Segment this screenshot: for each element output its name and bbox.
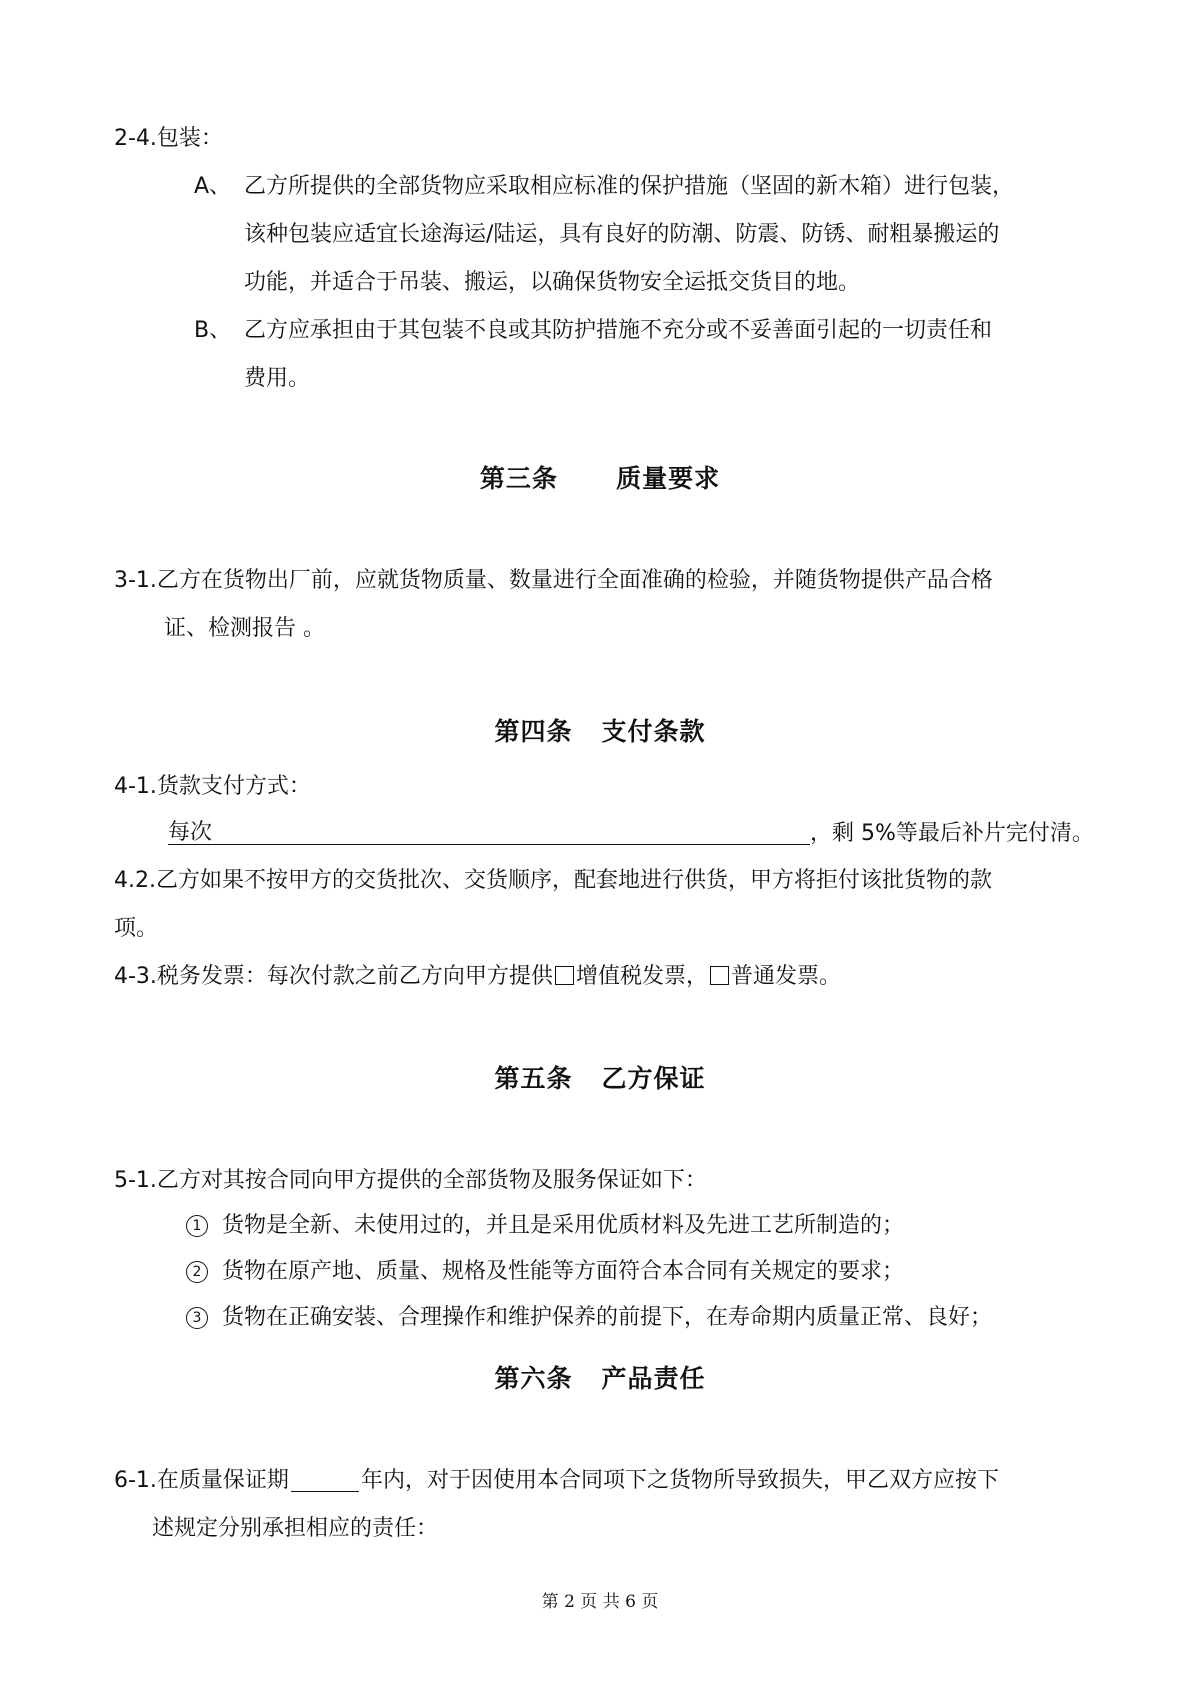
payment-method-line	[168, 822, 1094, 845]
normal-invoice-checkbox[interactable]	[710, 966, 729, 985]
list-item-text: 货物在原产地、质量、规格及性能等方面符合本合同有关规定的要求；	[222, 1259, 905, 1284]
item-a-letter: A、	[194, 174, 232, 199]
item-a-line-3: 功能，并适合于吊装、搬运，以确保货物安全运抵交货目的地。	[244, 270, 861, 295]
section-4-heading: 第四条 支付条款	[494, 717, 706, 746]
list-item-text: 货物在正确安装、合理操作和维护保养的前提下，在寿命期内质量正常、良好；	[222, 1305, 993, 1330]
clause-6-1-line-1	[114, 1470, 999, 1492]
item-b-line-2: 费用。	[244, 366, 311, 391]
list-item-text: 货物是全新、未使用过的，并且是采用优质材料及先进工艺所制造的；	[222, 1213, 905, 1238]
clause-3-1-line-1: 3-1.乙方在货物出厂前，应就货物质量、数量进行全面准确的检验，并随货物提供产品合格	[114, 568, 993, 593]
list-item	[186, 1261, 904, 1283]
clause-6-1-suffix: 年内，对于因使用本合同项下之货物所导致损失，甲乙双方应按下	[360, 1468, 999, 1493]
clause-4-1-title: 4-1.货款支付方式：	[114, 774, 311, 799]
clause-2-4-title: 2-4.包装：	[114, 126, 223, 151]
clause-6-1-prefix: 6-1.在质量保证期	[114, 1468, 289, 1493]
clause-5-1-title: 5-1.乙方对其按合同向甲方提供的全部货物及服务保证如下：	[114, 1168, 707, 1193]
normal-invoice-label: 普通发票。	[730, 964, 841, 989]
item-b-letter: B、	[194, 318, 232, 343]
vat-invoice-checkbox[interactable]	[555, 966, 574, 985]
clause-6-1-line-2: 述规定分别承担相应的责任：	[152, 1516, 439, 1541]
clause-4-2-line-1: 4.2.乙方如果不按甲方的交货批次、交货顺序，配套地进行供货，甲方将拒付该批货物的款	[114, 868, 992, 893]
list-item	[186, 1215, 904, 1237]
vat-invoice-label: 增值税发票，	[575, 964, 708, 989]
item-a-line-1: 乙方所提供的全部货物应采取相应标准的保护措施（坚固的新木箱）进行包装，	[244, 174, 1015, 199]
circled-number-1: 1	[186, 1215, 208, 1237]
list-item	[186, 1307, 992, 1329]
payment-method-value: 每次	[168, 820, 213, 845]
circled-number-3: 3	[186, 1307, 208, 1329]
clause-4-2-line-2: 项。	[114, 916, 159, 941]
clause-3-1-line-2: 证、检测报告 。	[164, 616, 325, 641]
payment-method-tail: ，剩 5%等最后补片完付清。	[810, 821, 1094, 846]
circled-number-2: 2	[186, 1261, 208, 1283]
section-5-heading: 第五条 乙方保证	[494, 1064, 706, 1093]
warranty-years-field[interactable]	[291, 1471, 359, 1492]
section-6-heading: 第六条 产品责任	[494, 1364, 706, 1393]
clause-4-3-line	[114, 966, 841, 988]
section-3-heading: 第三条 质量要求	[479, 464, 721, 493]
item-a-line-2: 该种包装应适宜长途海运/陆运，具有良好的防潮、防震、防锈、耐粗暴搬运的	[244, 222, 1000, 247]
clause-4-3-prefix: 4-3.税务发票：每次付款之前乙方向甲方提供	[114, 964, 553, 989]
item-b-line-1: 乙方应承担由于其包装不良或其防护措施不充分或不妥善面引起的一切责任和	[244, 318, 993, 343]
payment-method-field	[168, 822, 810, 845]
page-number: 第 2 页 共 6 页	[541, 1592, 659, 1612]
